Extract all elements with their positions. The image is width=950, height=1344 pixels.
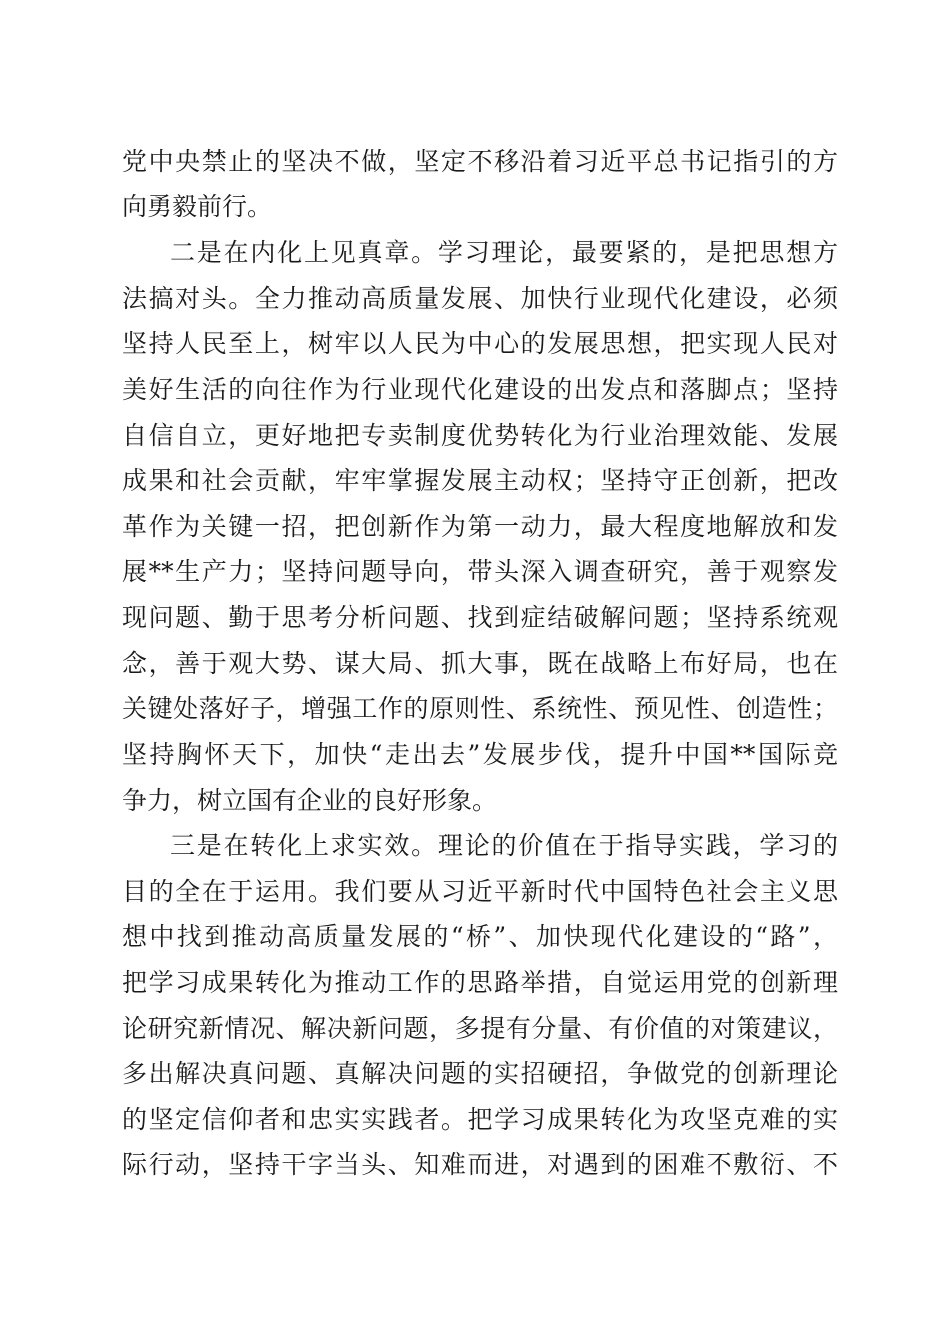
text-line: 际行动，坚持干字当头、知难而进，对遇到的困难不敷衍、不 <box>122 1150 838 1179</box>
text-line: 向勇毅前行。 <box>122 192 273 221</box>
text-line: 争力，树立国有企业的良好形象。 <box>122 786 498 815</box>
text-line: 自信自立，更好地把专卖制度优势转化为行业治理效能、发展 <box>122 421 838 450</box>
text-line: 展**生产力；坚持问题导向，带头深入调查研究，善于观察发 <box>122 557 838 586</box>
text-line: 美好生活的向往作为行业现代化建设的出发点和落脚点；坚持 <box>122 375 838 404</box>
text-line: 论研究新情况、解决新问题，多提有分量、有价值的对策建议， <box>122 1014 838 1043</box>
text-line: 三是在转化上求实效。理论的价值在于指导实践，学习的 <box>170 831 838 860</box>
text-line: 法搞对头。全力推动高质量发展、加快行业现代化建设，必须 <box>122 284 838 313</box>
text-line: 现问题、勤于思考分析问题、找到症结破解问题；坚持系统观 <box>122 603 838 632</box>
text-line: 多出解决真问题、真解决问题的实招硬招，争做党的创新理论 <box>122 1059 838 1088</box>
text-line: 成果和社会贡献，牢牢掌握发展主动权；坚持守正创新，把改 <box>122 466 838 495</box>
text-line: 关键处落好子，增强工作的原则性、系统性、预见性、创造性； <box>122 694 838 723</box>
text-line: 的坚定信仰者和忠实实践者。把学习成果转化为攻坚克难的实 <box>122 1105 838 1134</box>
text-line: 坚持人民至上，树牢以人民为中心的发展思想，把实现人民对 <box>122 329 838 358</box>
text-line: 把学习成果转化为推动工作的思路举措，自觉运用党的创新理 <box>122 968 838 997</box>
text-line: 二是在内化上见真章。学习理论，最要紧的，是把思想方 <box>170 238 838 267</box>
text-line: 坚持胸怀天下，加快“走出去”发展步伐，提升中国**国际竞 <box>122 740 838 769</box>
text-line: 目的全在于运用。我们要从习近平新时代中国特色社会主义思 <box>122 877 838 906</box>
text-line: 党中央禁止的坚决不做，坚定不移沿着习近平总书记指引的方 <box>122 147 838 176</box>
text-line: 想中找到推动高质量发展的“桥”、加快现代化建设的“路”， <box>122 922 838 951</box>
text-line: 革作为关键一招，把创新作为第一动力，最大程度地解放和发 <box>122 512 838 541</box>
text-line: 念，善于观大势、谋大局、抓大事，既在战略上布好局，也在 <box>122 649 838 678</box>
